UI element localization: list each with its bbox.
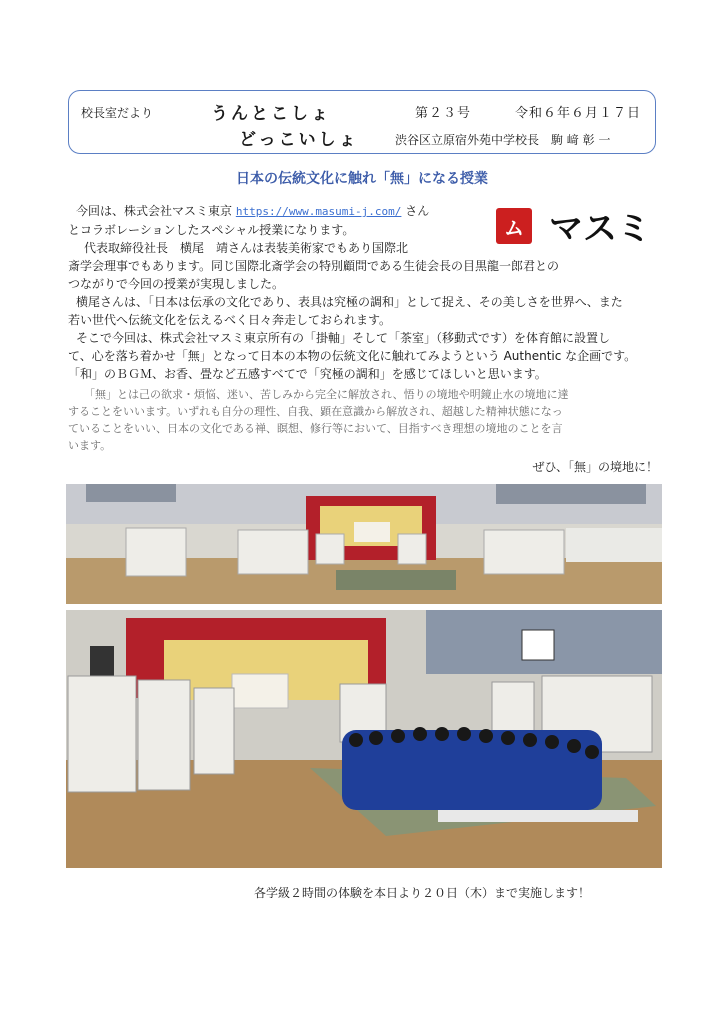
gym-photo-students bbox=[66, 610, 662, 868]
body-line-2: とコラボレーションしたスペシャル授業になります。 bbox=[68, 223, 355, 237]
header-box bbox=[68, 90, 656, 154]
body-line-10: 「和」のＢＧＭ、お香、畳など五感すべてで「究極の調和」を感じてほしいと思います。 bbox=[68, 367, 547, 381]
svg-text:ム: ム bbox=[504, 216, 524, 240]
body-line1-post: さん bbox=[405, 204, 430, 218]
issue-date: 令和６年６月１７日 bbox=[515, 106, 642, 121]
article-subtitle: 日本の伝統文化に触れ「無」になる授業 bbox=[236, 171, 488, 187]
quote-line-2: することをいいます。いずれも自分の理性、自我、顕在意識から解放され、超越した精神状態になっ bbox=[68, 405, 563, 418]
article-body bbox=[68, 202, 668, 383]
body-line-7: 若い世代へ伝統文化を伝えるべく日々奔走しておられます。 bbox=[68, 313, 392, 327]
quote-line-1: 「無」とは己の欲求・煩悩、迷い、苦しみから完全に解放され、悟りの境地や明鏡止水の境地に達 bbox=[84, 388, 569, 401]
quote-line-4: います。 bbox=[68, 439, 112, 452]
body-line-9: て、心を落ち着かせ「無」となって日本の本物の伝統文化に触れてみようという Authentic な企画です。 bbox=[68, 349, 637, 363]
mu-definition bbox=[68, 386, 664, 454]
photo-caption: 各学級２時間の体験を本日より２０日（木）まで実施します！ bbox=[253, 886, 590, 900]
section-label: 校長室だより bbox=[81, 106, 154, 120]
body-line-3: 代表取締役社長 横尾 靖さんは表装美術家でもあり国際北 bbox=[84, 241, 409, 255]
body-line-5: つながりで今回の授業が実現しました。 bbox=[68, 277, 285, 291]
body-line-1 bbox=[68, 202, 668, 221]
closing-line: ぜひ、「無」の境地に！ bbox=[532, 460, 658, 474]
newsletter-title-line1: うんとこしょ bbox=[211, 104, 331, 124]
masumi-link[interactable]: https://www.masumi-j.com/ bbox=[235, 205, 402, 218]
school-principal: 渋谷区立原宿外苑中学校長 駒 﨑 彰 一 bbox=[395, 133, 611, 147]
svg-text:マスミ: マスミ bbox=[549, 209, 651, 249]
issue-number: 第２３号 bbox=[415, 106, 472, 121]
body-line-6: 横尾さんは、「日本は伝承の文化であり、表具は究極の調和」として捉え、その美しさを世界へ、また bbox=[76, 295, 623, 309]
quote-line-3: ていることをいい、日本の文化である禅、瞑想、修行等において、目指すべき理想の境地のことを言 bbox=[68, 422, 563, 435]
newsletter-title-line2: どっこいしょ bbox=[239, 130, 359, 150]
body-line-8: そこで今回は、株式会社マスミ東京所有の「掛軸」そして「茶室」（移動式です）を体育館に設置し bbox=[76, 331, 611, 345]
body-line1-pre: 今回は、株式会社マスミ東京 bbox=[76, 204, 233, 218]
body-line-4: 斎学会理事でもあります。同じ国際北斎学会の特別顧問である生徒会長の目黒龍一郎君との bbox=[68, 259, 560, 273]
gym-photo-wide bbox=[66, 484, 662, 604]
